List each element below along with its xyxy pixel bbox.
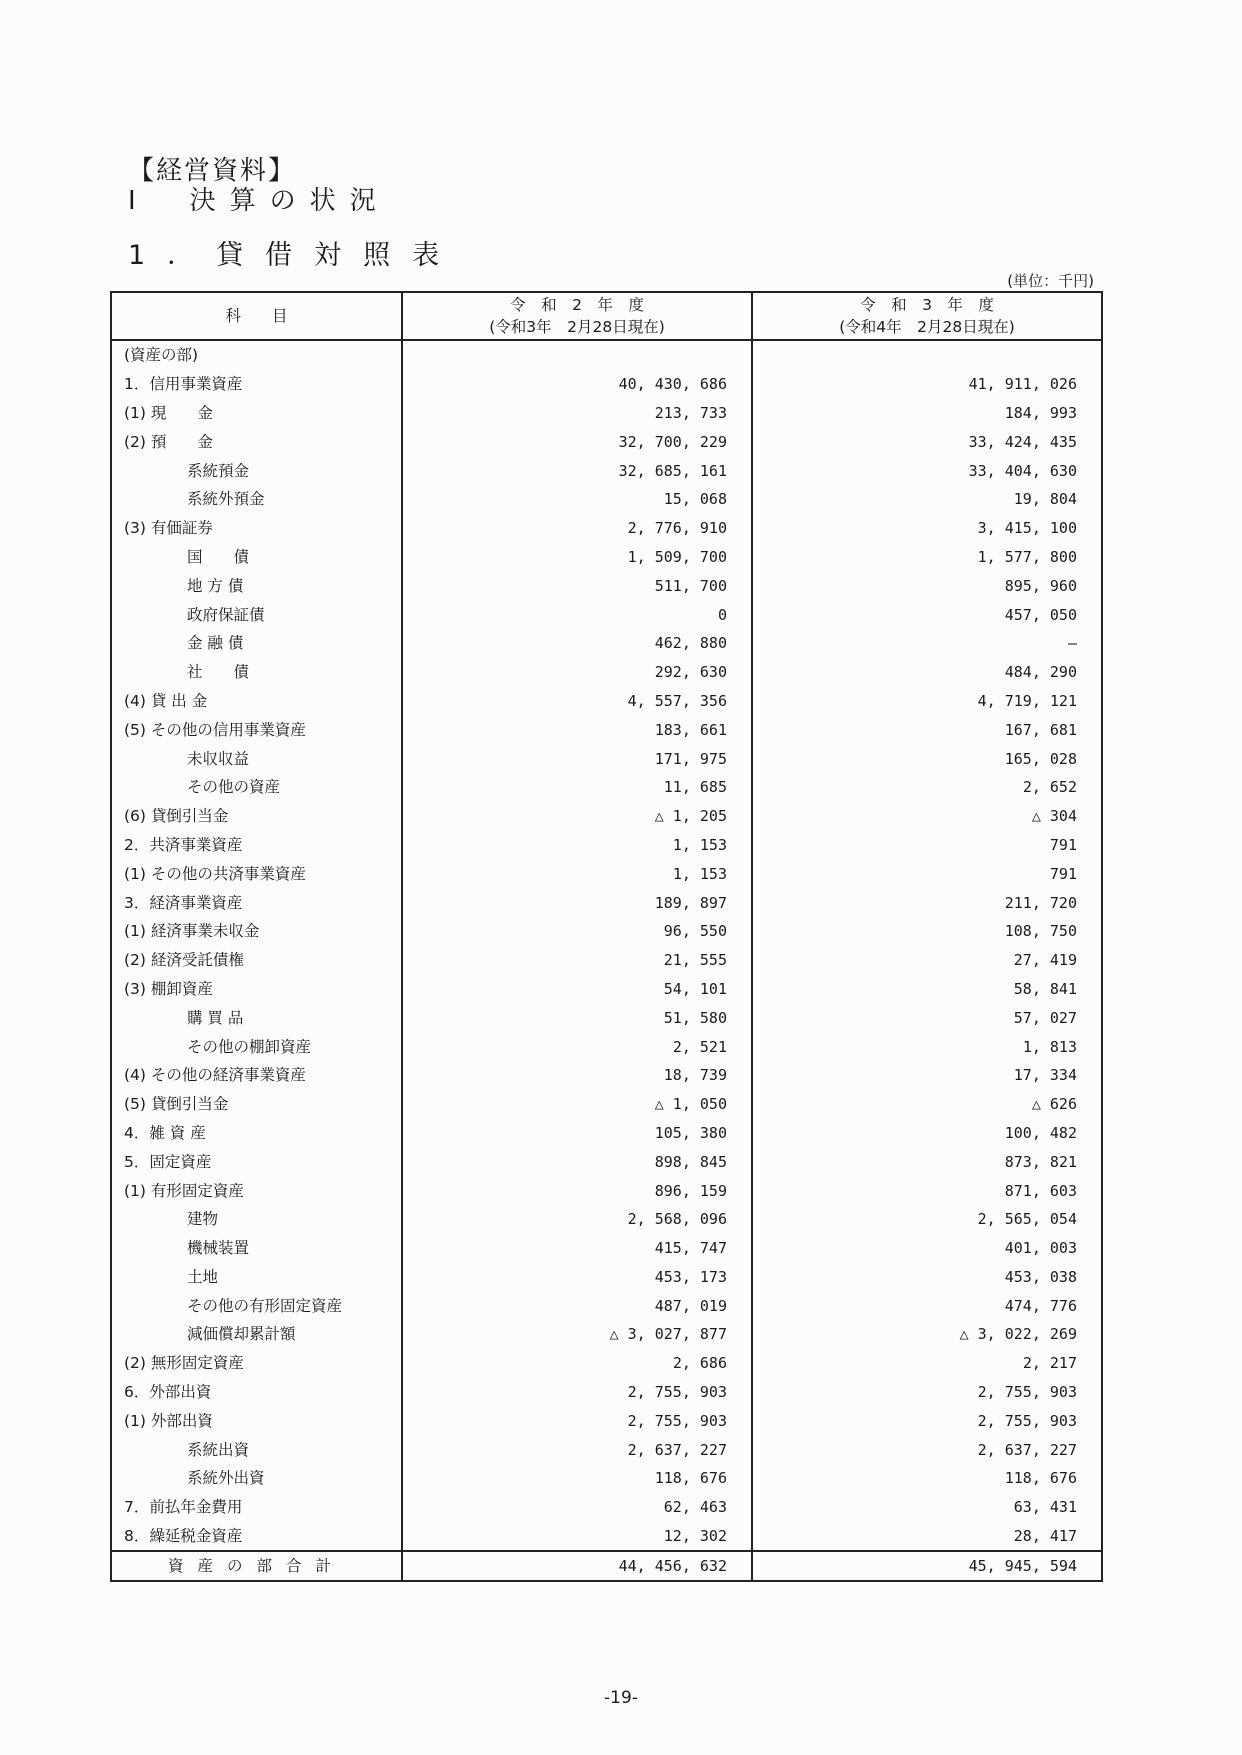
row-current-value: 1, 813 <box>1022 1037 1077 1056</box>
chapter-heading: Ⅰ 決算の状況 <box>128 186 390 216</box>
row-prev-value: 183, 661 <box>402 715 752 744</box>
row-prev-value: 62, 463 <box>402 1493 752 1522</box>
table-row <box>111 1234 1102 1263</box>
section-heading: 【経営資料】 <box>128 156 297 186</box>
table-row <box>111 427 1102 456</box>
table-row <box>111 1493 1102 1522</box>
row-label: (4) その他の経済事業資産 <box>111 1061 402 1090</box>
row-label: 系統預金 <box>111 456 402 485</box>
row-label: その他の棚卸資産 <box>111 1032 402 1061</box>
row-current-value: 2, 652 <box>1022 778 1077 797</box>
row-prev-value: 1, 153 <box>402 831 752 860</box>
table-row <box>111 1032 1102 1061</box>
table-row <box>111 658 1102 687</box>
table-row <box>111 1061 1102 1090</box>
row-current-value: 4, 719, 121 <box>977 691 1077 710</box>
row-current-value: 167, 681 <box>1004 720 1077 739</box>
row-current-value: 3, 415, 100 <box>977 519 1077 538</box>
row-prev-value: 32, 700, 229 <box>402 427 752 456</box>
current-year-label: 令 和 3 年 度 <box>860 296 994 314</box>
row-current-value: 1, 577, 800 <box>977 547 1077 566</box>
table-row <box>111 340 1102 370</box>
row-label: (2) 経済受託債権 <box>111 946 402 975</box>
total-current-value: 45, 945, 594 <box>752 1551 1102 1581</box>
row-label: (1) その他の共済事業資産 <box>111 859 402 888</box>
table-row <box>111 802 1102 831</box>
row-current-value: 63, 431 <box>1013 1498 1077 1517</box>
row-label: (5) 貸倒引当金 <box>111 1090 402 1119</box>
row-label: (1) 外部出資 <box>111 1406 402 1435</box>
row-prev-value: 18, 739 <box>402 1061 752 1090</box>
row-prev-value: 1, 509, 700 <box>402 543 752 572</box>
row-prev-value: 453, 173 <box>402 1263 752 1292</box>
row-current-value: 484, 290 <box>1004 663 1077 682</box>
table-row <box>111 456 1102 485</box>
prev-year-label: 令 和 2 年 度 <box>510 296 644 314</box>
row-current-value: 41, 911, 026 <box>968 375 1077 394</box>
table-row <box>111 1435 1102 1464</box>
table-row <box>111 1406 1102 1435</box>
row-prev-value: △ 1, 050 <box>402 1090 752 1119</box>
table-row <box>111 1464 1102 1493</box>
row-label: 購 買 品 <box>111 1003 402 1032</box>
row-current-value: 401, 003 <box>1004 1239 1077 1258</box>
row-current-value: 2, 755, 903 <box>977 1383 1077 1402</box>
row-current-value: 165, 028 <box>1004 749 1077 768</box>
row-prev-value <box>402 340 752 370</box>
row-label: (2) 預 金 <box>111 427 402 456</box>
table-row <box>111 1378 1102 1407</box>
row-prev-value: 213, 733 <box>402 399 752 428</box>
row-prev-value: 511, 700 <box>402 571 752 600</box>
row-current-value <box>752 340 1102 370</box>
table-row <box>111 600 1102 629</box>
row-prev-value: 292, 630 <box>402 658 752 687</box>
row-prev-value: 896, 159 <box>402 1176 752 1205</box>
table-row <box>111 888 1102 917</box>
row-current-value: 453, 038 <box>1004 1267 1077 1286</box>
prev-year-date: (令和3年 2月28日現在) <box>489 318 665 336</box>
row-label: 地 方 債 <box>111 571 402 600</box>
table-row <box>111 514 1102 543</box>
row-current-value: 791 <box>1049 864 1077 883</box>
row-label: 国 債 <box>111 543 402 572</box>
row-prev-value: 2, 568, 096 <box>402 1205 752 1234</box>
table-row <box>111 543 1102 572</box>
row-label: (1) 経済事業未収金 <box>111 917 402 946</box>
table-row <box>111 687 1102 716</box>
row-prev-value: 118, 676 <box>402 1464 752 1493</box>
page-number: -19- <box>604 1688 638 1708</box>
balance-sheet-table <box>110 291 1103 1582</box>
row-current-value: 108, 750 <box>1004 922 1077 941</box>
column-header-prev-year <box>402 292 752 340</box>
row-label: 政府保証債 <box>111 600 402 629</box>
row-prev-value: 171, 975 <box>402 744 752 773</box>
table-row <box>111 1349 1102 1378</box>
row-current-value: 2, 565, 054 <box>977 1210 1077 1229</box>
page-title: 1．貸借対照表 <box>128 240 462 271</box>
row-prev-value: 12, 302 <box>402 1522 752 1552</box>
row-prev-value: 51, 580 <box>402 1003 752 1032</box>
row-prev-value: 2, 755, 903 <box>402 1378 752 1407</box>
row-label: (4) 貸 出 金 <box>111 687 402 716</box>
table-row <box>111 1176 1102 1205</box>
table-row <box>111 1205 1102 1234</box>
row-current-value: 118, 676 <box>1004 1469 1077 1488</box>
unit-label: (単位：千円) <box>1007 272 1094 290</box>
table-row <box>111 1003 1102 1032</box>
table-row <box>111 571 1102 600</box>
row-prev-value: 2, 521 <box>402 1032 752 1061</box>
row-current-value: 19, 804 <box>1013 490 1077 509</box>
row-label: 社 債 <box>111 658 402 687</box>
table-row <box>111 1147 1102 1176</box>
total-label: 資産の部合計 <box>111 1551 402 1581</box>
column-header-item <box>111 292 402 340</box>
row-current-value: 184, 993 <box>1004 403 1077 422</box>
row-current-value: 211, 720 <box>1004 893 1077 912</box>
row-label: 減価償却累計額 <box>111 1320 402 1349</box>
row-current-value: △ 304 <box>1031 807 1077 826</box>
row-label: 系統出資 <box>111 1435 402 1464</box>
row-current-value: 2, 637, 227 <box>977 1440 1077 1459</box>
row-label: 7．前払年金費用 <box>111 1493 402 1522</box>
row-prev-value: 2, 776, 910 <box>402 514 752 543</box>
row-current-value: 457, 050 <box>1004 605 1077 624</box>
row-label: (1) 有形固定資産 <box>111 1176 402 1205</box>
row-current-value: 2, 755, 903 <box>977 1411 1077 1430</box>
row-label: 金 融 債 <box>111 629 402 658</box>
row-label: (1) 現 金 <box>111 399 402 428</box>
table-row <box>111 975 1102 1004</box>
row-prev-value: 2, 686 <box>402 1349 752 1378</box>
row-prev-value: 40, 430, 686 <box>402 370 752 399</box>
row-prev-value: 1, 153 <box>402 859 752 888</box>
row-prev-value: 32, 685, 161 <box>402 456 752 485</box>
row-prev-value: 415, 747 <box>402 1234 752 1263</box>
row-prev-value: 96, 550 <box>402 917 752 946</box>
table-row <box>111 744 1102 773</box>
row-prev-value: 54, 101 <box>402 975 752 1004</box>
row-prev-value: 21, 555 <box>402 946 752 975</box>
table-row <box>111 859 1102 888</box>
table-row <box>111 370 1102 399</box>
row-label: 機械装置 <box>111 1234 402 1263</box>
table-row <box>111 1263 1102 1292</box>
row-current-value: 474, 776 <box>1004 1296 1077 1315</box>
row-current-value: 33, 404, 630 <box>968 461 1077 480</box>
row-label: 未収収益 <box>111 744 402 773</box>
table-row <box>111 1320 1102 1349</box>
row-label: (資産の部) <box>111 340 402 370</box>
row-current-value: 2, 217 <box>1022 1354 1077 1373</box>
row-current-value: 33, 424, 435 <box>968 432 1077 451</box>
row-current-value: 871, 603 <box>1004 1181 1077 1200</box>
row-prev-value: 105, 380 <box>402 1119 752 1148</box>
total-row <box>111 1551 1102 1581</box>
row-prev-value: 189, 897 <box>402 888 752 917</box>
row-label: (3) 有価証券 <box>111 514 402 543</box>
row-prev-value: 11, 685 <box>402 773 752 802</box>
row-prev-value: 462, 880 <box>402 629 752 658</box>
total-prev-value: 44, 456, 632 <box>402 1551 752 1581</box>
row-label: 土地 <box>111 1263 402 1292</box>
row-label: 2．共済事業資産 <box>111 831 402 860</box>
row-prev-value: 15, 068 <box>402 485 752 514</box>
row-label: (5) その他の信用事業資産 <box>111 715 402 744</box>
row-current-value: △ 3, 022, 269 <box>959 1325 1077 1344</box>
row-label: 8．繰延税金資産 <box>111 1522 402 1552</box>
table-row <box>111 773 1102 802</box>
row-current-value: 57, 027 <box>1013 1008 1077 1027</box>
row-current-value: 28, 417 <box>1013 1527 1077 1546</box>
row-current-value: 895, 960 <box>1004 576 1077 595</box>
row-prev-value: 2, 637, 227 <box>402 1435 752 1464</box>
row-label: (3) 棚卸資産 <box>111 975 402 1004</box>
table-row <box>111 485 1102 514</box>
table-row <box>111 1291 1102 1320</box>
table-row <box>111 831 1102 860</box>
table-row <box>111 1119 1102 1148</box>
row-label: (2) 無形固定資産 <box>111 1349 402 1378</box>
row-current-value: 873, 821 <box>1004 1152 1077 1171</box>
current-year-date: (令和4年 2月28日現在) <box>839 318 1015 336</box>
row-label: 建物 <box>111 1205 402 1234</box>
table-row <box>111 399 1102 428</box>
row-prev-value: △ 3, 027, 877 <box>402 1320 752 1349</box>
table-row <box>111 917 1102 946</box>
row-prev-value: 0 <box>402 600 752 629</box>
column-header-current-year <box>752 292 1102 340</box>
row-label: 系統外預金 <box>111 485 402 514</box>
table-row <box>111 1090 1102 1119</box>
table-row <box>111 1522 1102 1552</box>
row-current-value: △ 626 <box>1031 1095 1077 1114</box>
row-label: 系統外出資 <box>111 1464 402 1493</box>
table-header-row <box>111 292 1102 340</box>
row-current-value: — <box>1067 634 1077 653</box>
row-label: 5．固定資産 <box>111 1147 402 1176</box>
row-prev-value: 4, 557, 356 <box>402 687 752 716</box>
row-label: 4．雑 資 産 <box>111 1119 402 1148</box>
table-row <box>111 629 1102 658</box>
table-row <box>111 946 1102 975</box>
row-current-value: 58, 841 <box>1013 979 1077 998</box>
row-current-value: 100, 482 <box>1004 1123 1077 1142</box>
row-label: その他の有形固定資産 <box>111 1291 402 1320</box>
row-prev-value: △ 1, 205 <box>402 802 752 831</box>
row-prev-value: 898, 845 <box>402 1147 752 1176</box>
row-current-value: 17, 334 <box>1013 1066 1077 1085</box>
column-header-item-label: 科 目 <box>225 307 288 325</box>
row-label: 1．信用事業資産 <box>111 370 402 399</box>
row-label: 6．外部出資 <box>111 1378 402 1407</box>
row-prev-value: 2, 755, 903 <box>402 1406 752 1435</box>
row-current-value: 27, 419 <box>1013 951 1077 970</box>
row-label: 3．経済事業資産 <box>111 888 402 917</box>
row-prev-value: 487, 019 <box>402 1291 752 1320</box>
row-label: (6) 貸倒引当金 <box>111 802 402 831</box>
row-current-value: 791 <box>1049 835 1077 854</box>
table-row <box>111 715 1102 744</box>
row-label: その他の資産 <box>111 773 402 802</box>
